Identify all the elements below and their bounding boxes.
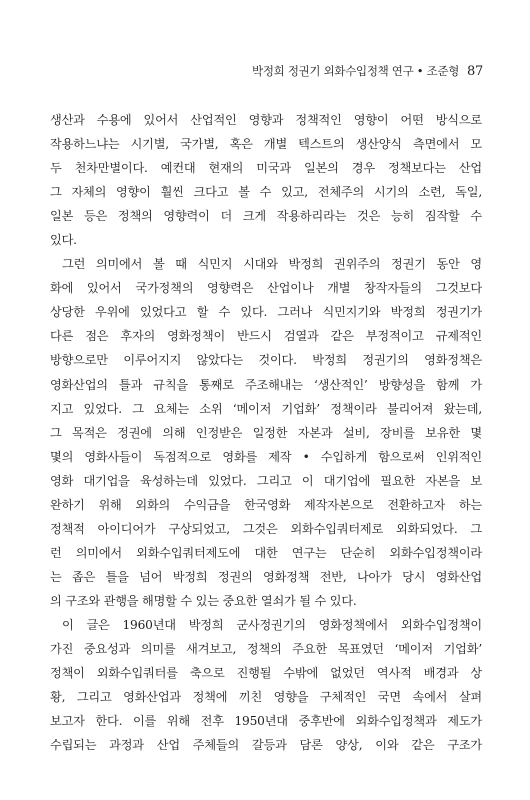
text-line: 영화산업의 틀과 규칙을 통째로 주조해내는 ‘생산적인’ 방향성을 함께 가 (50, 377, 482, 392)
text-line: 있다. (50, 233, 77, 248)
text-line: 의 구조와 관행을 해명할 수 있는 중요한 열쇠가 될 수 있다. (50, 593, 357, 608)
page-number: 87 (467, 64, 483, 79)
running-head-title: 박정희 정권기 외화수입정책 연구 • 조준형 (252, 64, 460, 78)
text-line: 완하기 위해 외화의 수익금을 한국영화 제작자본으로 전환하고자 하는 (50, 497, 482, 512)
text-line: 황, 그리고 영화산업과 정책에 끼친 영향을 구체적인 국면 속에서 살펴 (50, 690, 482, 705)
running-head (252, 63, 483, 79)
text-line: 몇의 영화사들이 독점적으로 영화를 제작 • 수입하게 함으로써 인위적인 (50, 449, 482, 464)
text-line: 영화 대기업을 육성하는데 있었다. 그리고 이 대기업에 필요한 자본을 보 (50, 473, 482, 488)
text-line: 는 좁은 틀을 넘어 박정희 정권의 영화정책 전반, 나아가 당시 영화산업 (50, 569, 482, 584)
text-line: 지고 있었다. 그 요체는 소위 ‘메이저 기업화’ 정책이라 불리어져 왔는데, (50, 401, 482, 416)
text-line: 다른 점은 후자의 영화정책이 반드시 검열과 같은 부정적이고 규제적인 (50, 329, 482, 344)
text-line: 정책이 외화수입쿼터를 축으로 진행될 수밖에 없었던 역사적 배경과 상 (50, 666, 482, 681)
text-line: 그런 의미에서 볼 때 식민지 시대와 박정희 권위주의 정권기 동안 영 (62, 257, 482, 272)
text-line: 런 의미에서 외화수입쿼터제도에 대한 연구는 단순히 외화수입정책이라 (50, 545, 482, 560)
text-line: 이 글은 1960년대 박정희 군사정권기의 영화정책에서 외화수입정책이 (62, 617, 482, 632)
text-line: 작용하느냐는 시기별, 국가별, 혹은 개별 텍스트의 생산양식 측면에서 모 (50, 137, 482, 152)
text-line: 상당한 우위에 있었다고 할 수 있다. 그러나 식민지기와 박정희 정권기가 (50, 305, 482, 320)
body-text (50, 108, 482, 757)
text-line: 수립되는 과정과 산업 주체들의 갈등과 담론 양상, 이와 같은 구조가 (50, 738, 482, 753)
text-line: 정책적 아이디어가 구상되었고, 그것은 외화수입쿼터제로 외화되었다. 그 (50, 521, 482, 536)
text-line: 그 자체의 영향이 훨씬 크다고 볼 수 있고, 전체주의 시기의 소련, 독일, (50, 185, 482, 200)
text-line: 그 목적은 정권에 의해 인정받은 일정한 자본과 설비, 장비를 보유한 몇 (50, 425, 482, 440)
text-line: 보고자 한다. 이를 위해 전후 1950년대 중후반에 외화수입정책과 제도가 (50, 714, 482, 729)
text-line: 일본 등은 정책의 영향력이 더 크게 작용하리라는 것은 능히 짐작할 수 (50, 209, 482, 224)
text-line: 화에 있어서 국가정책의 영향력은 산업이나 개별 창작자들의 그것보다 (50, 281, 482, 296)
text-line: 방향으로만 이루어지지 않았다는 것이다. 박정희 정권기의 영화정책은 (50, 353, 482, 368)
text-line: 생산과 수용에 있어서 산업적인 영향과 정책적인 영향이 어떤 방식으로 (50, 113, 482, 127)
text-line: 가진 중요성과 의미를 새겨보고, 정책의 주요한 목표였던 ‘메이저 기업화’ (50, 642, 482, 657)
text-line: 두 천차만별이다. 예컨대 현재의 미국과 일본의 경우 정책보다는 산업 (50, 161, 482, 176)
